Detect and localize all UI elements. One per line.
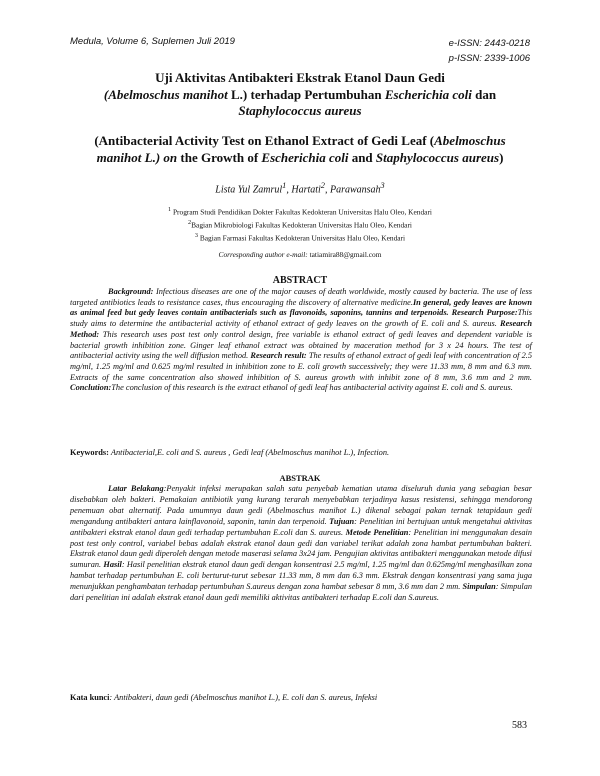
author-list	[70, 181, 530, 195]
issn-block	[449, 36, 530, 66]
title-mid: L.) terhadap Pertumbuhan	[227, 86, 385, 102]
keywords-text: Antibacterial,E. coli and S. aureus , Gedi leaf (Abelmoschus manihot L.), Infection.	[108, 448, 390, 457]
affiliation-1	[70, 205, 530, 218]
title-en-p9: )	[499, 149, 504, 165]
title-en-p3: manihot L.)	[96, 149, 161, 165]
title-en-line-2	[70, 150, 530, 167]
keywords	[70, 448, 532, 459]
abs-result-label: Research result:	[250, 351, 307, 361]
abstrak-lb-label: Latar Belakang	[108, 484, 164, 493]
affiliation-3-text: Bagian Farmasi Fakultas Kedokteran Universitas Halu Oleo, Kendari	[197, 233, 406, 243]
affiliations	[70, 205, 530, 244]
abs-conclusion-label: Conclution:	[70, 383, 112, 393]
abs-result-text: The results of ethanol extract of gedi leaf with concentration of 2.5 mg/ml, 1.25 mg/ml and 0.625 mg/ml resulted in inhibition zone to E. coli growth successively; they were 11.33 mm, 8 mm and 6.3 mm. Extracts of the same concentration also showed inhibition of S. aureus growth with inhibit zone of 8 mm, 3.6 mm and 2 mm.	[70, 351, 533, 382]
eissn: e-ISSN: 2443-0218	[448, 38, 530, 49]
kata-kunci-label: Kata kunci	[70, 693, 110, 702]
affiliation-1-text: Program Studi Pendidikan Dokter Fakultas Kedokteran Universitas Halu Oleo, Kendari	[171, 207, 432, 217]
author-2: , Hartati	[286, 184, 321, 196]
abstrak-tujuan-text: : Penelitian ini bertujuan untuk mengetahui aktivitas antibakteri ekstrak etanol daun gedi terhadap pertumbuhan E.coli dan S. aureus.	[70, 516, 532, 537]
corresponding-email: tatiamira88@gmail.com	[307, 250, 382, 259]
corresponding-author	[70, 250, 530, 259]
abstrak-body	[70, 484, 532, 604]
abs-method-label: Research Method:	[70, 319, 532, 339]
title-en-p8: Staphylococcus aureus	[375, 149, 500, 165]
affiliation-1-num: 1	[168, 207, 172, 213]
kata-kunci-text: : Antibakteri, daun gedi (Abelmoschus manihot L.), E. coli dan S. aureus, Infeksi	[109, 693, 378, 702]
title-en-p4: on	[160, 149, 178, 165]
page-number: 583	[512, 720, 527, 731]
title-en-p5: the Growth of	[177, 149, 262, 165]
kata-kunci	[70, 693, 532, 704]
affiliation-2-num: 2	[188, 219, 192, 226]
title-en-line-1	[70, 133, 530, 150]
abs-conclusion-text: The conclusion of this research is the extract ethanol of gedi leaf has antibacterial activity against E. coli and S. aureus.	[111, 383, 513, 393]
author-1: Lista Yul Zamrul	[215, 184, 283, 196]
corresponding-label: Corresponding author e-mail:	[218, 250, 308, 259]
keywords-label: Keywords:	[70, 448, 109, 457]
title-indonesian	[70, 70, 530, 120]
title-en-p7: and	[348, 149, 376, 165]
title-en-p1: (Antibacterial Activity Test on Ethanol Extract of Gedi Leaf (	[94, 133, 435, 148]
abstrak-lb-text: :Penyakit infeksi merupakan salah satu penyebab kematian utama diseluruh dunia yang sebagian besar disebabkan oleh bakteri. Pemakaian antibiotik yang kurang terarah menyebabkan terjadinya kasus resistensi, sehingga mendorong penemuan obat alternatif. Pada umumnya daun gedi (Abelmoschus manihot L.) dikenal sebagai pakan ternak tetapidaun gedi mengandung antibakteri antara lainflavonoid, saponin, tanin dan terpenoid.	[70, 484, 533, 526]
abs-method-text: This research uses post test only control design, free variable is ethanol extract of gedi leaves and dependent variable is bacterial growth inhibition zone. Ginger leaf ethanol extract was obtained by maceration method for 3 x 24 hours. The test of antibacterial activity using the well diffusion method.	[70, 329, 532, 361]
author-2-sup: 2	[320, 181, 325, 190]
abs-background-text-2: In general, gedy leaves are known as animal feed but gedy leaves contain antibacterials such as flavonoids, saponins, tannins and terpenoids.	[70, 297, 532, 318]
title-line-1: Uji Aktivitas Antibakteri Ekstrak Etanol Daun Gedi	[155, 70, 445, 85]
abs-purpose-text: This study aims to determine the antibacterial activity of ethanol extract of gedy leaves on the growth of E. coli and S. aureus.	[70, 308, 532, 329]
abstrak-tujuan-label: Tujuan	[329, 516, 355, 526]
abs-purpose-label: Research Purpose:	[451, 308, 518, 318]
title-and: dan	[471, 86, 497, 102]
title-species-1: (Abelmoschus manihot	[103, 86, 228, 102]
title-en-p2: Abelmoschus	[434, 133, 506, 148]
abstract-body	[70, 287, 532, 394]
abs-background-label: Background:	[108, 287, 154, 296]
abstrak-simpulan-text: : Simpulan dari penelitian ini adalah ekstrak etanol daun gedi memiliki aktivitas antibakteri terhadap E.coli dan S.aureus.	[70, 582, 532, 603]
pissn: p-ISSN: 2339-1006	[448, 53, 530, 64]
title-line-2	[70, 87, 530, 104]
abstrak-simpulan-label: Simpulan	[462, 582, 496, 592]
title-species-3: Staphylococcus aureus	[238, 103, 362, 118]
affiliation-2-text: Bagian Mikrobiologi Fakultas Kedokteran Universitas Halu Oleo, Kendari	[191, 220, 412, 230]
title-en-p6: Escherichia coli	[261, 149, 349, 165]
abstract-heading: ABSTRACT	[272, 275, 328, 286]
title-english	[70, 133, 530, 166]
abstrak-hasil-label: Hasil	[103, 560, 122, 570]
affiliation-3-num: 3	[194, 232, 198, 239]
abstrak-metode-label: Metode Penelitian	[345, 527, 409, 537]
affiliation-2	[70, 218, 530, 231]
author-3: , Parawansah	[324, 184, 381, 196]
abs-background-text: Infectious diseases are one of the major causes of death worldwide, mostly caused by bacteria. The use of less targeted antibiotics leads to resistance cases, thus encouraging the discovery of alternative medicine.	[70, 287, 532, 307]
abstrak-hasil-text: : Hasil penelitian ekstrak etanol daun gedi dengan konsentrasi 2.5 mg/ml, 1.25 mg/ml dan 0.625mg/ml menghasilkan zona hambat terhadap pertumbuhan E. coli berturut-turut sebesar 11.33 mm, 8 mm dan 6.3 mm. Ekstrak dengan konsentrasi yang sama juga menunjukkan penghambatan terhadap pertumbuhan S.aureus dengan zona hambat sebesar 8 mm, 3.6 mm dan 2 mm.	[70, 560, 532, 592]
affiliation-3	[70, 231, 530, 244]
author-3-sup: 3	[380, 181, 385, 190]
title-species-2: Escherichia coli	[384, 86, 472, 102]
abstrak-heading: ABSTRAK	[279, 473, 321, 483]
title-line-3	[70, 103, 530, 120]
author-1-sup: 1	[282, 181, 287, 190]
abstrak-metode-text: : Penelitian ini menggunakan desain post test only control, variabel bebas adalah ekstrak etanol daun gedi dan variabel terikat adalah zona hambat pertumbuhan bakteri. Ekstrak etanol daun gedi diperoleh dengan metode maserasi selama 3x24 jam. Pengujian aktivitas antibakteri menggunakan metode difusi sumuran.	[70, 527, 533, 570]
journal-header: Medula, Volume 6, Suplemen Juli 2019	[70, 36, 235, 47]
